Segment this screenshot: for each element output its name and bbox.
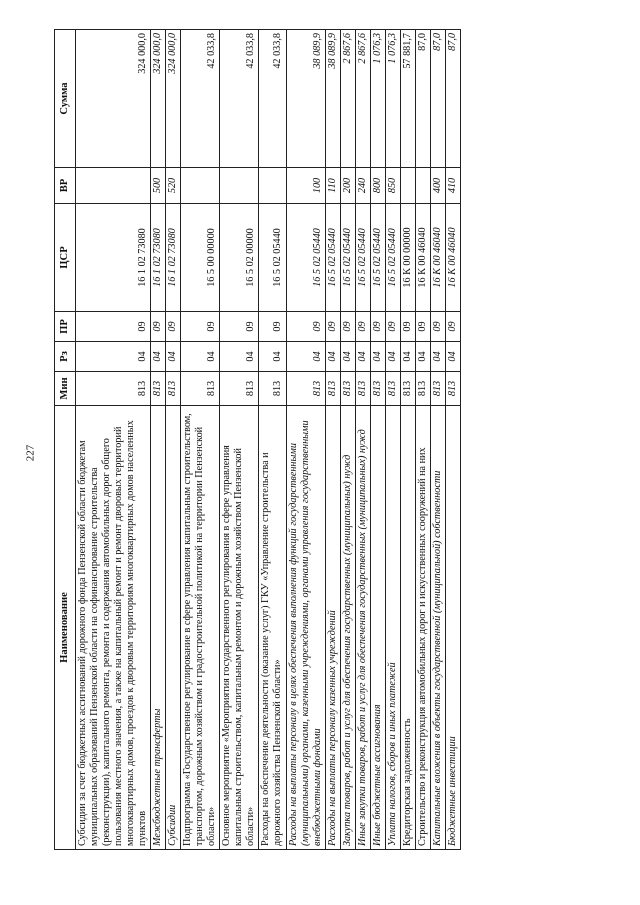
cell-vr bbox=[220, 168, 259, 204]
cell-sum: 324 000,0 bbox=[166, 30, 181, 168]
cell-pr: 09 bbox=[151, 312, 166, 342]
cell-rz: 04 bbox=[400, 342, 415, 372]
cell-name: Бюджетные инвестиции bbox=[445, 406, 460, 850]
cell-vr bbox=[415, 168, 430, 204]
cell-vr: 240 bbox=[355, 168, 370, 204]
page-number bbox=[21, 441, 39, 465]
table-row bbox=[151, 30, 166, 850]
cell-vr: 200 bbox=[340, 168, 355, 204]
cell-vr bbox=[76, 168, 151, 204]
cell-rz: 04 bbox=[181, 342, 220, 372]
table-row bbox=[340, 30, 355, 850]
cell-pr: 09 bbox=[325, 312, 340, 342]
cell-pr: 09 bbox=[400, 312, 415, 342]
cell-csr: 16 К 00 46040 bbox=[430, 204, 445, 312]
cell-pr: 09 bbox=[415, 312, 430, 342]
cell-min: 813 bbox=[76, 372, 151, 406]
cell-vr: 800 bbox=[370, 168, 385, 204]
cell-sum: 42 033,8 bbox=[181, 30, 220, 168]
col-header-name: Наименование bbox=[55, 406, 76, 850]
table-row bbox=[400, 30, 415, 850]
cell-rz: 04 bbox=[415, 342, 430, 372]
cell-rz: 04 bbox=[430, 342, 445, 372]
table-row bbox=[166, 30, 181, 850]
cell-pr: 09 bbox=[181, 312, 220, 342]
cell-sum: 2 867,6 bbox=[340, 30, 355, 168]
cell-vr: 500 bbox=[151, 168, 166, 204]
cell-vr: 110 bbox=[325, 168, 340, 204]
cell-name: Закупка товаров, работ и услуг для обеспечения государственных (муниципальных) нужд bbox=[340, 406, 355, 850]
cell-csr: 16 5 02 05440 bbox=[286, 204, 325, 312]
cell-csr: 16 5 02 05440 bbox=[385, 204, 400, 312]
cell-sum: 324 000,0 bbox=[151, 30, 166, 168]
cell-min: 813 bbox=[325, 372, 340, 406]
cell-rz: 04 bbox=[166, 342, 181, 372]
cell-min: 813 bbox=[151, 372, 166, 406]
cell-pr: 09 bbox=[76, 312, 151, 342]
cell-csr: 16 5 02 05440 bbox=[355, 204, 370, 312]
col-header-rz: Рз bbox=[55, 342, 76, 372]
cell-name: Расходы на выплаты персоналу казенных учреждений bbox=[325, 406, 340, 850]
cell-rz: 04 bbox=[340, 342, 355, 372]
table-row bbox=[430, 30, 445, 850]
table-row bbox=[181, 30, 220, 850]
cell-pr: 09 bbox=[430, 312, 445, 342]
cell-vr: 100 bbox=[286, 168, 325, 204]
col-header-csr: ЦСР bbox=[55, 204, 76, 312]
cell-pr: 09 bbox=[445, 312, 460, 342]
cell-csr: 16 5 02 05440 bbox=[259, 204, 286, 312]
cell-name: Кредиторская задолженность bbox=[400, 406, 415, 850]
cell-rz: 04 bbox=[76, 342, 151, 372]
table-row bbox=[286, 30, 325, 850]
cell-min: 813 bbox=[415, 372, 430, 406]
cell-csr: 16 5 02 05440 bbox=[370, 204, 385, 312]
cell-name: Межбюджетные трансферты bbox=[151, 406, 166, 850]
cell-vr bbox=[259, 168, 286, 204]
cell-name: Иные бюджетные ассигнования bbox=[370, 406, 385, 850]
cell-csr: 16 1 02 73080 bbox=[151, 204, 166, 312]
page-number-text: 227 bbox=[24, 444, 36, 462]
cell-rz: 04 bbox=[151, 342, 166, 372]
cell-pr: 09 bbox=[385, 312, 400, 342]
cell-name: Капитальные вложения в объекты государственной (муниципальной) собственности bbox=[430, 406, 445, 850]
cell-name: Субсидии bbox=[166, 406, 181, 850]
table-row bbox=[445, 30, 460, 850]
table-row bbox=[76, 30, 151, 850]
cell-rz: 04 bbox=[259, 342, 286, 372]
cell-sum: 38 089,9 bbox=[325, 30, 340, 168]
cell-csr: 16 5 02 00000 bbox=[220, 204, 259, 312]
cell-pr: 09 bbox=[286, 312, 325, 342]
cell-sum: 2 867,6 bbox=[355, 30, 370, 168]
cell-pr: 09 bbox=[220, 312, 259, 342]
cell-pr: 09 bbox=[166, 312, 181, 342]
cell-vr: 410 bbox=[445, 168, 460, 204]
table-row bbox=[415, 30, 430, 850]
table-row bbox=[220, 30, 259, 850]
cell-min: 813 bbox=[385, 372, 400, 406]
budget-table-rotated bbox=[54, 30, 594, 850]
cell-min: 813 bbox=[445, 372, 460, 406]
cell-min: 813 bbox=[340, 372, 355, 406]
cell-min: 813 bbox=[286, 372, 325, 406]
cell-pr: 09 bbox=[370, 312, 385, 342]
cell-name: Расходы на обеспечение деятельности (оказание услуг) ГКУ «Управление строительства и дорожного хозяйства Пензенской области» bbox=[259, 406, 286, 850]
cell-name: Уплата налогов, сборов и иных платежей bbox=[385, 406, 400, 850]
table-row bbox=[385, 30, 400, 850]
cell-min: 813 bbox=[181, 372, 220, 406]
cell-sum: 87,0 bbox=[445, 30, 460, 168]
cell-sum: 324 000,0 bbox=[76, 30, 151, 168]
cell-min: 813 bbox=[430, 372, 445, 406]
cell-name: Расходы на выплаты персоналу в целях обеспечения выполнения функций государственными (муниципальными) органами, казенными учреждениями, органами управления государственными внебюджетными фондами bbox=[286, 406, 325, 850]
cell-rz: 04 bbox=[325, 342, 340, 372]
cell-min: 813 bbox=[355, 372, 370, 406]
table-row bbox=[259, 30, 286, 850]
cell-rz: 04 bbox=[370, 342, 385, 372]
cell-sum: 1 076,3 bbox=[385, 30, 400, 168]
cell-min: 813 bbox=[400, 372, 415, 406]
cell-pr: 09 bbox=[340, 312, 355, 342]
cell-min: 813 bbox=[259, 372, 286, 406]
col-header-vr: ВР bbox=[55, 168, 76, 204]
cell-csr: 16 К 00 46040 bbox=[445, 204, 460, 312]
cell-sum: 57 881,7 bbox=[400, 30, 415, 168]
cell-csr: 16 К 00 46040 bbox=[415, 204, 430, 312]
cell-min: 813 bbox=[220, 372, 259, 406]
cell-sum: 42 033,8 bbox=[259, 30, 286, 168]
cell-min: 813 bbox=[166, 372, 181, 406]
table-header-row bbox=[55, 30, 76, 850]
cell-csr: 16 5 02 05440 bbox=[340, 204, 355, 312]
cell-name: Основное мероприятие «Мероприятия государственного регулирования в сфере управления капитальным строительством, капитальным ремонтом и дорожным хозяйством Пензенской области» bbox=[220, 406, 259, 850]
cell-rz: 04 bbox=[445, 342, 460, 372]
cell-vr: 850 bbox=[385, 168, 400, 204]
cell-sum: 38 089,9 bbox=[286, 30, 325, 168]
cell-csr: 16 1 02 73080 bbox=[166, 204, 181, 312]
col-header-sum: Сумма bbox=[55, 30, 76, 168]
cell-csr: 16 5 00 00000 bbox=[181, 204, 220, 312]
cell-min: 813 bbox=[370, 372, 385, 406]
cell-vr bbox=[400, 168, 415, 204]
cell-rz: 04 bbox=[355, 342, 370, 372]
cell-name: Иные закупки товаров, работ и услуг для обеспечения государственных (муниципальных) нужд bbox=[355, 406, 370, 850]
cell-csr: 16 К 00 00000 bbox=[400, 204, 415, 312]
table-row bbox=[370, 30, 385, 850]
table-row bbox=[325, 30, 340, 850]
cell-sum: 87,0 bbox=[430, 30, 445, 168]
cell-rz: 04 bbox=[220, 342, 259, 372]
cell-vr: 400 bbox=[430, 168, 445, 204]
table-body bbox=[76, 30, 461, 850]
col-header-pr: ПР bbox=[55, 312, 76, 342]
table-row bbox=[355, 30, 370, 850]
col-header-min: Мин bbox=[55, 372, 76, 406]
cell-csr: 16 5 02 05440 bbox=[325, 204, 340, 312]
cell-sum: 42 033,8 bbox=[220, 30, 259, 168]
cell-name: Подпрограмма «Государственное регулирование в сфере управления капитальным строительством, транспортом, дорожным хозяйством и градостроительной политикой на территории Пензенской области» bbox=[181, 406, 220, 850]
cell-pr: 09 bbox=[355, 312, 370, 342]
cell-sum: 1 076,3 bbox=[370, 30, 385, 168]
cell-name: Строительство и реконструкция автомобильных дорог и искусственных сооружений на них bbox=[415, 406, 430, 850]
cell-rz: 04 bbox=[286, 342, 325, 372]
cell-vr bbox=[181, 168, 220, 204]
cell-pr: 09 bbox=[259, 312, 286, 342]
cell-csr: 16 1 02 73080 bbox=[76, 204, 151, 312]
cell-vr: 520 bbox=[166, 168, 181, 204]
cell-rz: 04 bbox=[385, 342, 400, 372]
budget-table bbox=[54, 29, 461, 850]
cell-name: Субсидии за счет бюджетных ассигнований дорожного фонда Пензенской области бюджетам муниципальных образований Пензенской области на софинансирование строительства (реконструкции), капитального ремонта, ремонта и содержания автомобильных дорог общего пользования местного значения, а также на капитальный ремонт и ремонт дворовых территорий многоквартирных домов, проездов к дворовым территориям многоквартирных домов населенных пунктов bbox=[76, 406, 151, 850]
cell-sum: 87,0 bbox=[415, 30, 430, 168]
